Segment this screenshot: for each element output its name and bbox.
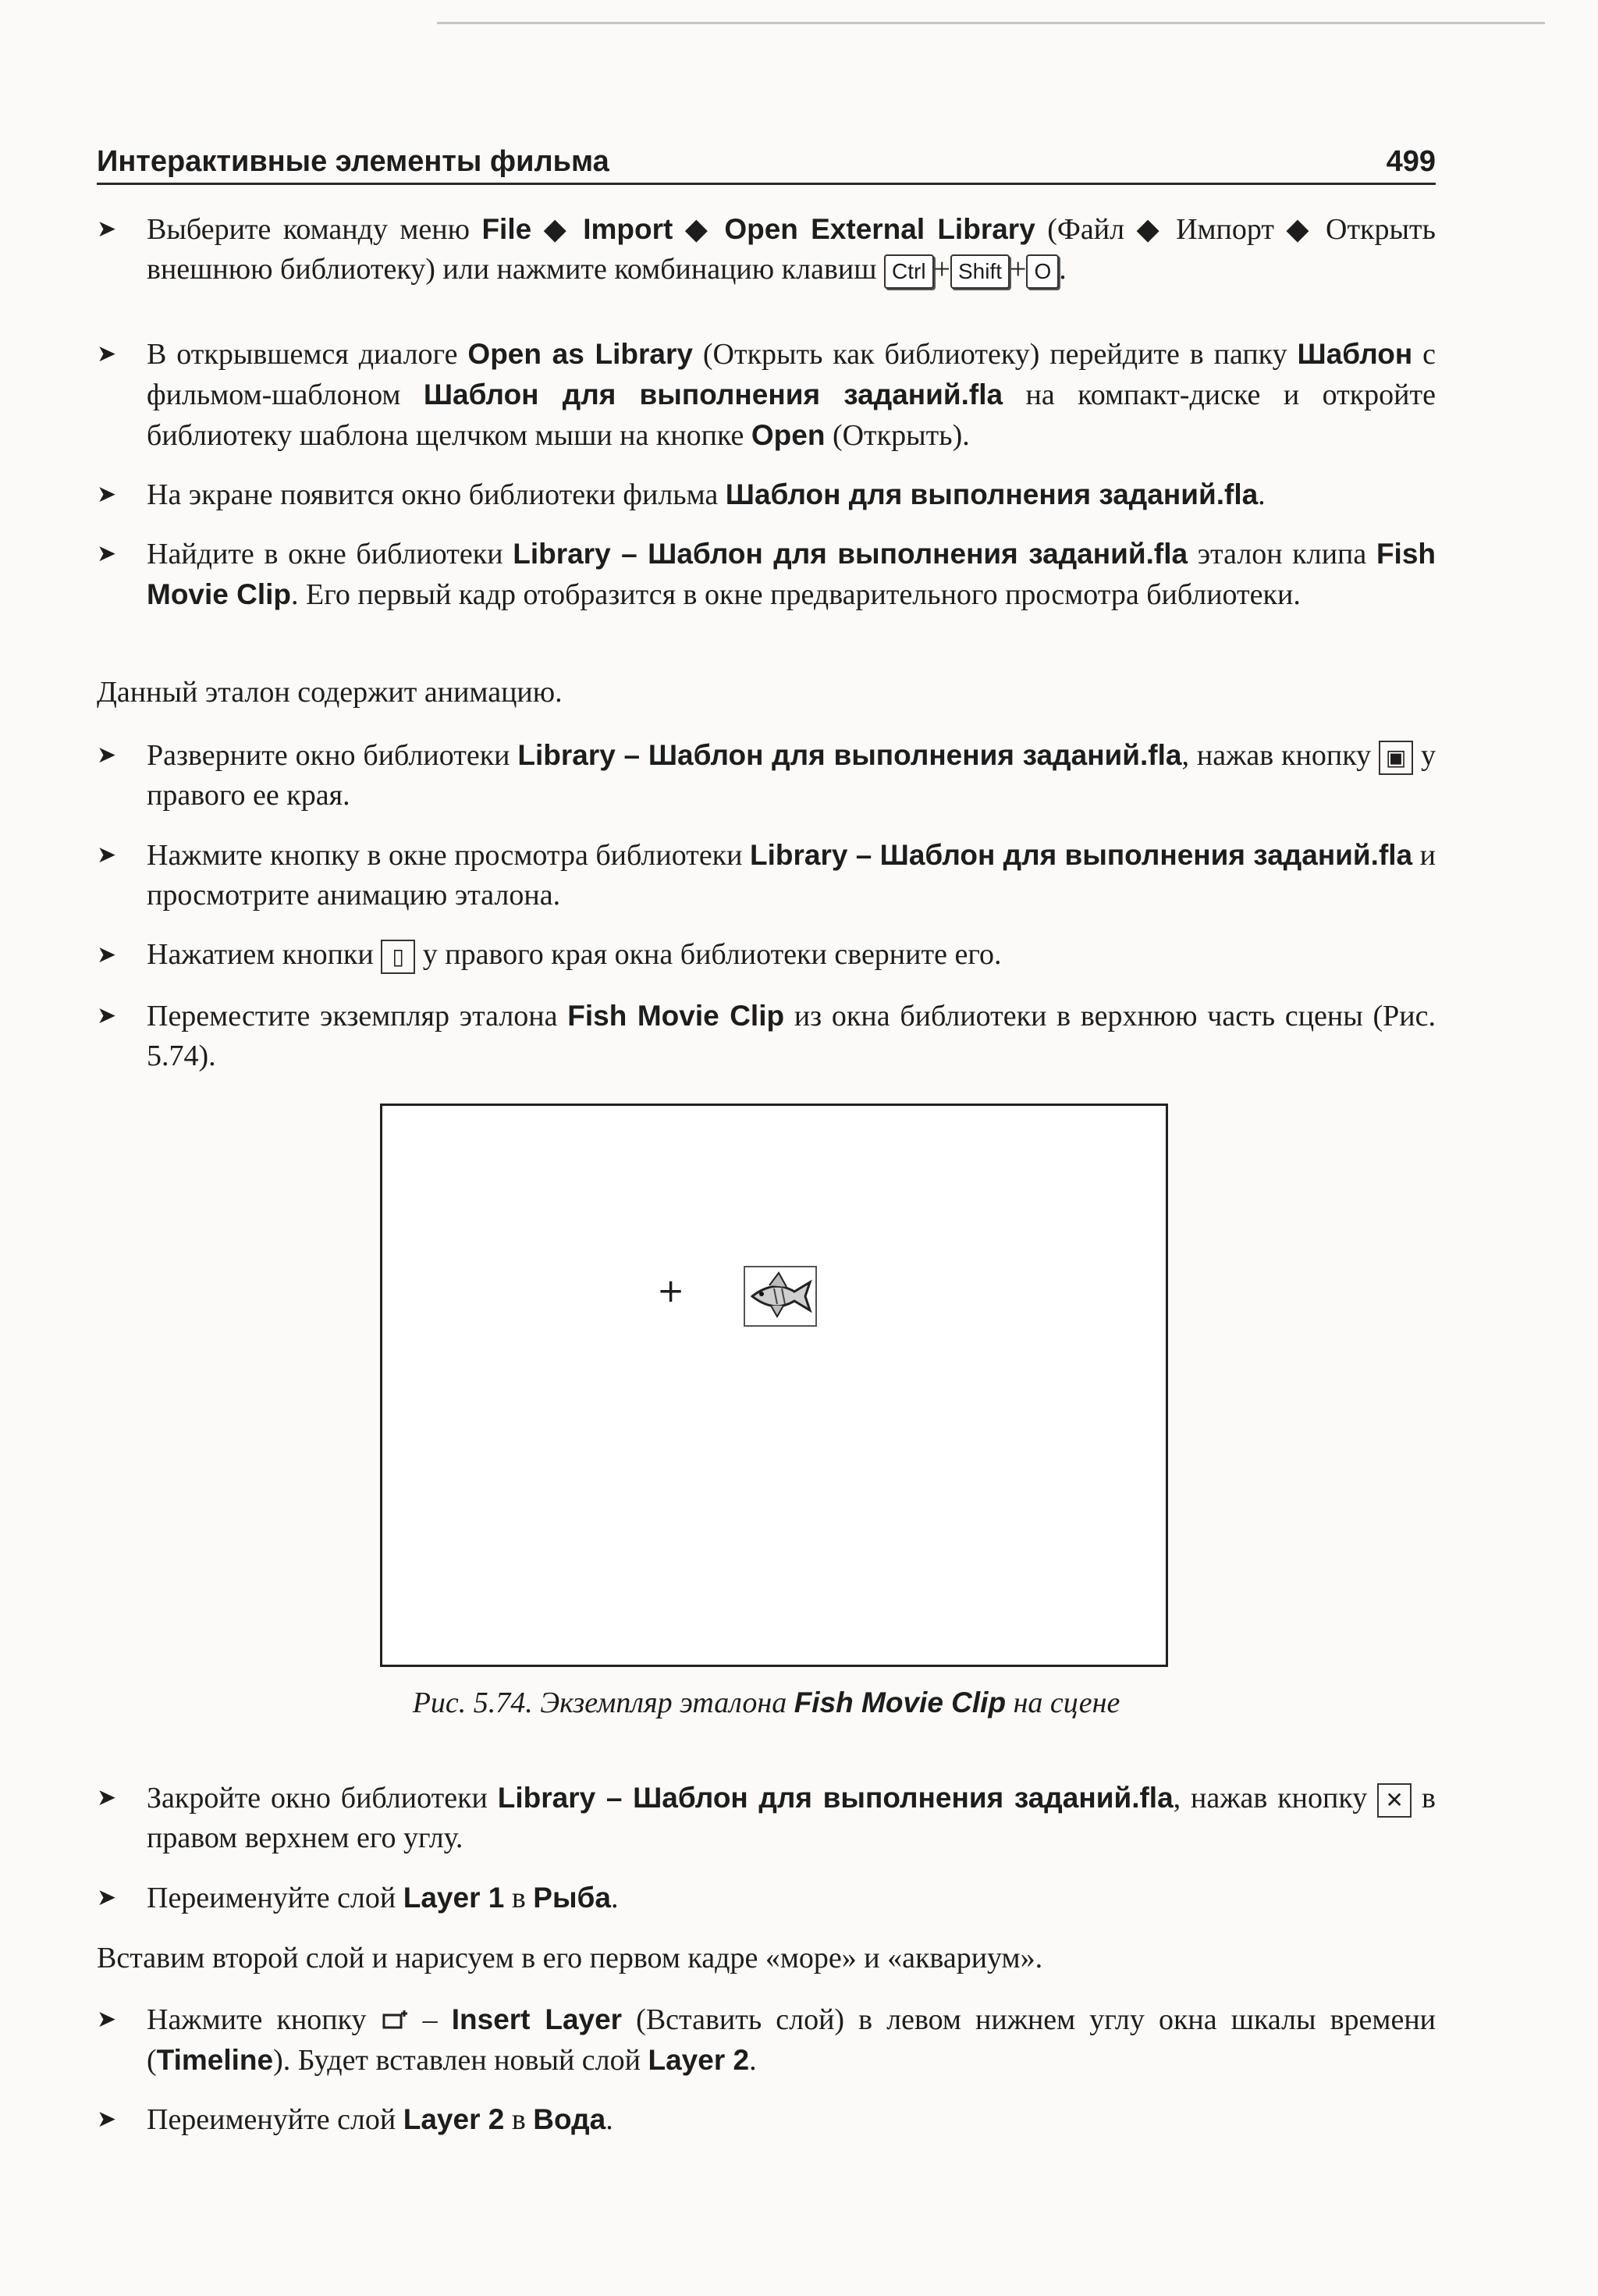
collapse-window-icon: ▯: [381, 940, 415, 974]
instruction-item: [97, 534, 1436, 615]
bullet-arrow-icon: ➤: [97, 941, 117, 969]
top-rule: [437, 22, 1545, 24]
body-paragraph: Данный эталон содержит анимацию.: [97, 676, 563, 709]
running-head: [97, 145, 1436, 185]
instruction-text: Нажмите кнопку в окне просмотра библиотеки Library – Шаблон для выполнения заданий.fla и просмотрите анимацию эталона.: [147, 839, 1436, 912]
insert-layer-icon: [381, 2010, 409, 2034]
bullet-arrow-icon: ➤: [97, 2006, 117, 2033]
instruction-text: Выберите команду меню File ◆ Import ◆ Open External Library (Файл ◆ Импорт ◆ Открыть внешнюю библиотеку) или нажмите комбинацию клавиш Ctrl + Shift + O .: [147, 209, 1436, 290]
ctrl-key: Ctrl: [884, 254, 934, 289]
o-key: O: [1026, 254, 1059, 289]
instruction-item: [97, 835, 1436, 915]
instruction-text: Нажатием кнопки ▯ у правого края окна библиотеки сверните его.: [147, 935, 1436, 975]
crosshair-icon: +: [657, 1271, 685, 1310]
bullet-arrow-icon: ➤: [97, 1884, 117, 1911]
instruction-item: [97, 474, 1436, 515]
bullet-arrow-icon: ➤: [97, 741, 117, 769]
stage-figure: [380, 1104, 1168, 1667]
instruction-text: Разверните окно библиотеки Library – Шаблон для выполнения заданий.fla, нажав кнопку ▣ у правого ее края.: [147, 739, 1436, 812]
instruction-text: Закройте окно библиотеки Library – Шаблон для выполнения заданий.fla, нажав кнопку ✕ в правом верхнем его углу.: [147, 1782, 1436, 1854]
instruction-text: Переименуйте слой Layer 2 в Вода.: [147, 2103, 613, 2136]
instruction-item: [97, 209, 1436, 290]
instruction-item: [97, 735, 1436, 816]
instruction-text: Нажмите кнопку – Insert Layer (Вставить слой) в левом нижнем углу окна шкалы времени (Timeline). Будет вставлен новый слой Layer 2.: [147, 2003, 1436, 2077]
fish-movie-clip-icon: [743, 1265, 818, 1327]
bullet-arrow-icon: ➤: [97, 540, 117, 567]
instruction-item: [97, 1999, 1436, 2081]
instruction-text: В открывшемся диалоге Open as Library (Открыть как библиотеку) перейдите в папку Шаблон с фильмом-шаблоном Шаблон для выполнения заданий.fla на компакт-диске и откройте библиотеку шаблона щелчком мыши на кнопке Open (Открыть).: [147, 338, 1436, 452]
instruction-item: [97, 1878, 1436, 1918]
shift-key: Shift: [950, 254, 1010, 289]
instruction-item: [97, 2099, 1436, 2140]
bullet-arrow-icon: ➤: [97, 481, 117, 508]
page-number: 499: [1386, 145, 1436, 178]
body-paragraph: Вставим второй слой и нарисуем в его первом кадре «море» и «аквариум».: [97, 1942, 1043, 1974]
bullet-arrow-icon: ➤: [97, 841, 117, 869]
close-icon: ✕: [1377, 1783, 1412, 1818]
instruction-text: Найдите в окне библиотеки Library – Шаблон для выполнения заданий.fla эталон клипа Fish Movie Clip. Его первый кадр отобразится в окне предварительного просмотра библиотеки.: [147, 538, 1436, 611]
instruction-item: [97, 996, 1436, 1076]
instruction-text: Переименуйте слой Layer 1 в Рыба.: [147, 1882, 619, 1914]
bullet-arrow-icon: ➤: [97, 340, 117, 368]
instruction-text: Переместите экземпляр эталона Fish Movie Clip из окна библиотеки в верхнюю часть сцены (Рис. 5.74).: [147, 1000, 1436, 1072]
bullet-arrow-icon: ➤: [97, 1784, 117, 1811]
bullet-arrow-icon: ➤: [97, 215, 117, 243]
instruction-item: [97, 334, 1436, 456]
bullet-arrow-icon: ➤: [97, 2106, 117, 2133]
instruction-text: На экране появится окно библиотеки фильма Шаблон для выполнения заданий.fla.: [147, 478, 1266, 511]
figure-caption: Рис. 5.74. Экземпляр эталона Fish Movie Clip на сцене: [412, 1686, 1120, 1719]
instruction-item: [97, 935, 1436, 975]
expand-window-icon: ▣: [1379, 741, 1413, 775]
bullet-arrow-icon: ➤: [97, 1002, 117, 1029]
instruction-item: [97, 1778, 1436, 1858]
chapter-title: Интерактивные элементы фильма: [97, 145, 609, 178]
